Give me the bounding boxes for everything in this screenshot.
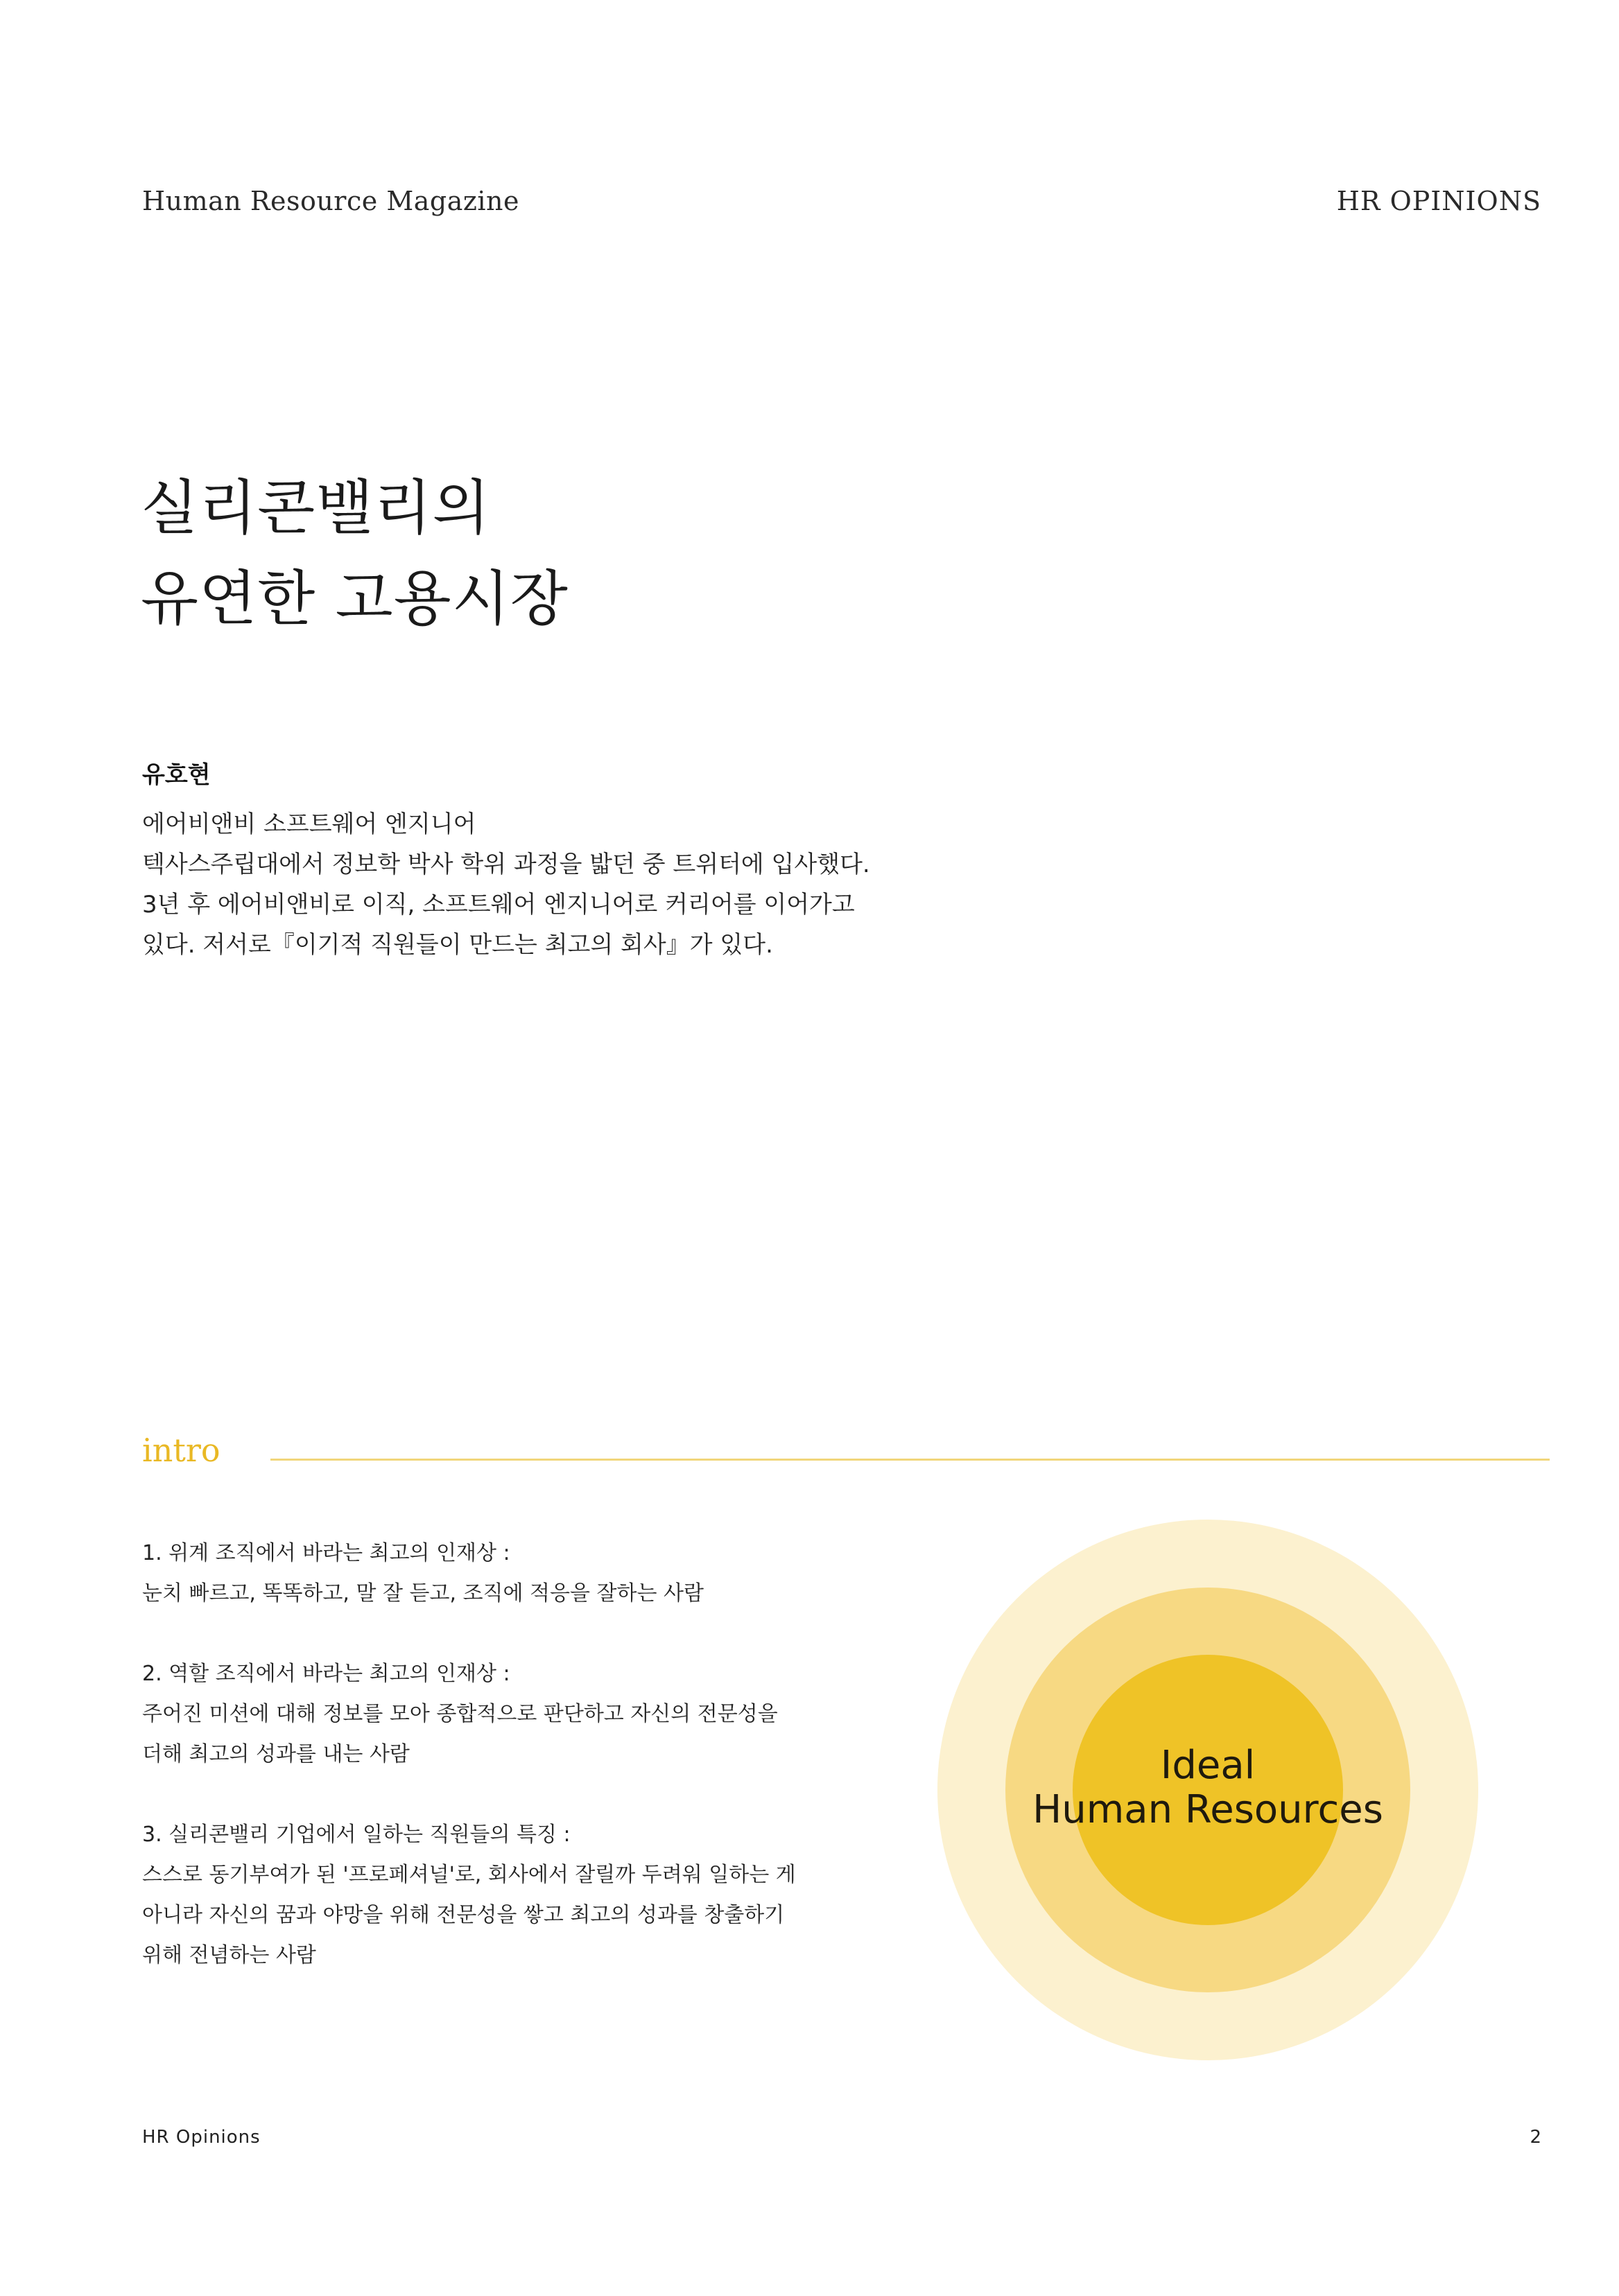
intro-item-text: 주어진 미션에 대해 정보를 모아 종합적으로 판단하고 자신의 전문성을 (142, 1702, 778, 1726)
graphic-line-2: Human Resources (1032, 1787, 1383, 1832)
author-name: 유호현 (142, 761, 211, 789)
magazine-name: Human Resource Magazine (142, 186, 520, 216)
intro-label: intro (142, 1432, 220, 1469)
section-name: HR OPINIONS (1336, 186, 1541, 216)
intro-item (142, 1815, 912, 1976)
graphic-line-1: Ideal (1160, 1743, 1256, 1788)
intro-divider (270, 1459, 1550, 1461)
intro-item-text: 위해 전념하는 사람 (142, 1943, 316, 1967)
intro-list (142, 1533, 912, 2016)
intro-item-text: 스스로 동기부여가 된 '프로페셔널'로, 회사에서 잘릴까 두려워 일하는 게 (142, 1863, 796, 1887)
graphic-label (937, 1743, 1478, 1832)
page-number: 2 (1530, 2127, 1541, 2148)
footer-publication: HR Opinions (142, 2127, 261, 2148)
intro-item-heading: 1. 위계 조직에서 바라는 최고의 인재상 : (142, 1541, 510, 1565)
bio-line: 에어비앤비 소프트웨어 엔지니어 (142, 810, 476, 838)
intro-item-text: 아니라 자신의 꿈과 야망을 위해 전문성을 쌓고 최고의 성과를 창출하기 (142, 1903, 785, 1927)
article-title (141, 463, 569, 645)
author-bio (142, 804, 870, 965)
intro-item-heading: 2. 역할 조직에서 바라는 최고의 인재상 : (142, 1662, 510, 1686)
title-line-1: 실리콘밸리의 (141, 473, 491, 543)
intro-item-text: 눈치 빠르고, 똑똑하고, 말 잘 듣고, 조직에 적응을 잘하는 사람 (142, 1581, 704, 1606)
bio-line: 텍사스주립대에서 정보학 박사 학위 과정을 밟던 중 트위터에 입사했다. (142, 851, 870, 878)
bio-line: 3년 후 에어비앤비로 이직, 소프트웨어 엔지니어로 커리어를 이어가고 (142, 891, 855, 919)
bio-line: 있다. 저서로『이기적 직원들이 만드는 최고의 회사』가 있다. (142, 931, 773, 959)
intro-item-heading: 3. 실리콘밸리 기업에서 일하는 직원들의 특징 : (142, 1823, 571, 1847)
title-line-2: 유연한 고용시장 (141, 564, 569, 634)
intro-item (142, 1533, 912, 1614)
intro-item (142, 1654, 912, 1775)
intro-item-text: 더해 최고의 성과를 내는 사람 (142, 1742, 410, 1766)
